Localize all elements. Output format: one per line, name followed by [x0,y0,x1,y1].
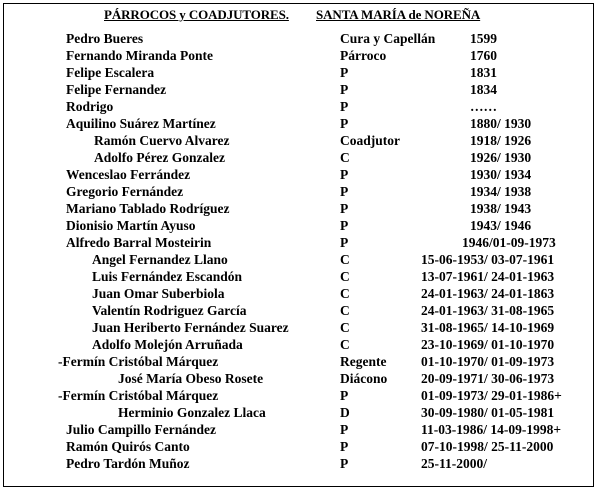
role-cell: P [340,456,349,471]
role-cell: C [340,252,350,267]
table-row [0,387,600,404]
date-cell: 1930/ 1934 [470,167,532,182]
name-cell: Ramón Cuervo Alvarez [94,133,230,148]
role-cell: C [340,286,350,301]
table-row [0,81,600,98]
name-cell: Juan Omar Suberbiola [92,286,225,301]
date-cell: 1831 [470,65,497,80]
date-cell: 24-01-1963/ 24-01-1863 [421,286,555,301]
date-cell: 01-09-1973/ 29-01-1986+ [421,388,562,403]
name-cell: Rodrigo [66,99,114,114]
date-cell: 11-03-1986/ 14-09-1998+ [421,422,562,437]
name-cell: José María Obeso Rosete [118,371,264,386]
table-row [0,285,600,302]
date-cell: 1599 [470,31,497,46]
table-row [0,251,600,268]
date-cell: 1934/ 1938 [470,184,532,199]
name-cell: Adolfo Pérez Gonzalez [94,150,225,165]
table-row [0,30,600,47]
name-cell: Juan Heriberto Fernández Suarez [92,320,289,335]
table-row [0,217,600,234]
name-cell: -Fermín Cristóbal Márquez [58,354,219,369]
table-row [0,438,600,455]
title-parrocos: PÁRROCOS y COADJUTORES. [104,7,289,22]
table-row [0,200,600,217]
name-cell: Adolfo Molejón Arruñada [92,337,243,352]
role-cell: C [340,337,350,352]
date-cell: 20-09-1971/ 30-06-1973 [421,371,555,386]
date-cell: 01-10-1970/ 01-09-1973 [421,354,555,369]
date-cell: 1926/ 1930 [470,150,532,165]
date-cell: 31-08-1965/ 14-10-1969 [421,320,555,335]
role-cell: P [340,218,349,233]
date-cell: 24-01-1963/ 31-08-1965 [421,303,555,318]
date-cell: 1918/ 1926 [470,133,532,148]
table-row [0,353,600,370]
date-cell: 23-10-1969/ 01-10-1970 [421,337,555,352]
name-cell: Pedro Bueres [66,31,144,46]
date-cell: 15-06-1953/ 03-07-1961 [421,252,555,267]
name-cell: Aquilino Suárez Martínez [66,116,216,131]
role-cell: Coadjutor [340,133,400,148]
table-row [0,149,600,166]
name-cell: Luis Fernández Escandón [92,269,243,284]
role-cell: P [340,235,349,250]
table-row [0,115,600,132]
role-cell: P [340,184,349,199]
name-cell: Ramón Quirós Canto [66,439,190,454]
name-cell: Felipe Escalera [66,65,155,80]
role-cell: C [340,150,350,165]
name-cell: -Fermín Cristóbal Márquez [58,388,219,403]
name-cell: Gregorio Fernández [66,184,184,199]
table-row [0,47,600,64]
table-row [0,98,600,115]
role-cell: C [340,320,350,335]
role-cell: Diácono [340,371,388,386]
role-cell: P [340,82,349,97]
table-row [0,166,600,183]
role-cell: P [340,201,349,216]
date-cell: 1760 [470,48,497,63]
date-cell: 1880/ 1930 [470,116,532,131]
role-cell: Cura y Capellán [340,31,436,46]
name-cell: Alfredo Barral Mosteirin [66,235,212,250]
date-cell: 25-11-2000/ [421,456,487,471]
role-cell: P [340,65,349,80]
name-cell: Pedro Tardón Muñoz [66,456,190,471]
name-cell: Felipe Fernandez [66,82,167,97]
table-row [0,302,600,319]
role-cell: P [340,422,349,437]
table-row [0,421,600,438]
table-row [0,132,600,149]
name-cell: Mariano Tablado Rodríguez [66,201,230,216]
role-cell: Regente [340,354,387,369]
table-row [0,64,600,81]
table-row [0,404,600,421]
role-cell: P [340,167,349,182]
date-cell: 07-10-1998/ 25-11-2000 [421,439,554,454]
table-row [0,268,600,285]
role-cell: C [340,303,350,318]
name-cell: Angel Fernandez Llano [92,252,228,267]
name-cell: Fernando Miranda Ponte [66,48,213,63]
name-cell: Valentín Rodriguez García [92,303,247,318]
table-row [0,183,600,200]
date-cell: 1946/01-09-1973 [462,235,556,250]
title-parish: SANTA MARÍA de NOREÑA [316,7,481,22]
date-cell: 13-07-1961/ 24-01-1963 [421,269,555,284]
role-cell: P [340,99,349,114]
role-cell: Párroco [340,48,387,63]
role-cell: D [340,405,350,420]
role-cell: P [340,116,349,131]
role-cell: P [340,388,349,403]
table-row [0,455,600,472]
date-cell: …… [470,99,497,114]
name-cell: Wenceslao Ferrández [66,167,191,182]
date-cell: 30-09-1980/ 01-05-1981 [421,405,555,420]
date-cell: 1943/ 1946 [470,218,532,233]
name-cell: Julio Campillo Fernández [66,422,217,437]
table-row [0,234,600,251]
role-cell: P [340,439,349,454]
name-cell: Herminio Gonzalez Llaca [118,405,266,420]
table-row [0,319,600,336]
date-cell: 1938/ 1943 [470,201,532,216]
table-row [0,336,600,353]
date-cell: 1834 [470,82,497,97]
name-cell: Dionisio Martín Ayuso [66,218,196,233]
table-row [0,370,600,387]
role-cell: C [340,269,350,284]
